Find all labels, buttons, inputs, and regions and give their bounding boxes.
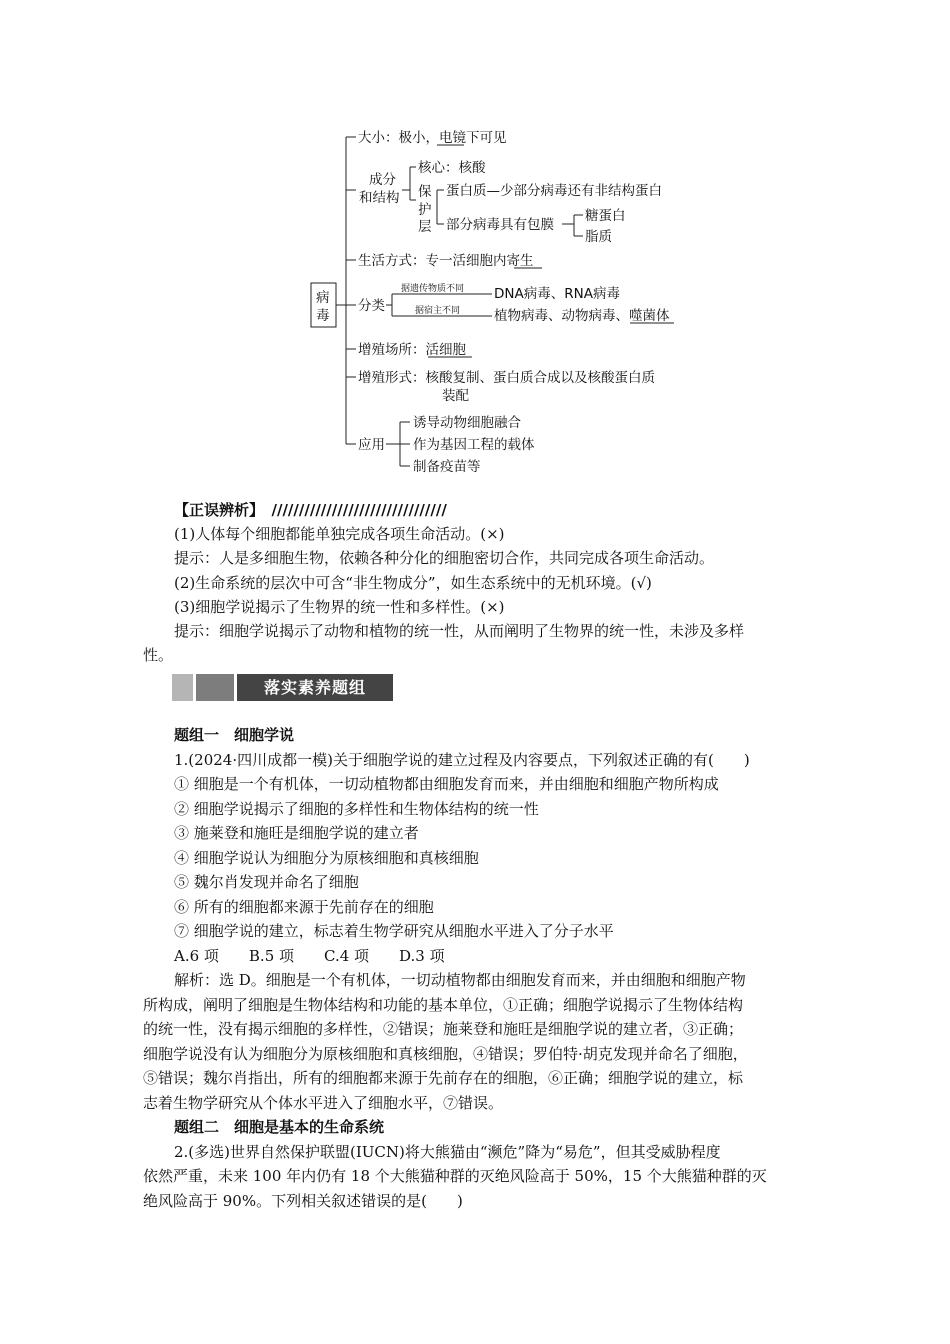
core-text: 核心：核酸 [418, 160, 486, 176]
composition-label: 成分 [369, 172, 396, 188]
lipid-text: 脂质 [585, 229, 612, 245]
sec1-line: 【正误辨析】 //////////////////////////////// [174, 501, 447, 519]
sec2-line: A.6 项 B.5 项 C.4 项 D.3 项 [174, 946, 445, 965]
classify-label: 分类 [358, 298, 385, 314]
sec2-line: ② 细胞学说揭示了细胞的多样性和生物体结构的统一性 [174, 799, 539, 818]
banner-block-light [172, 674, 193, 701]
sec2-line: 题组二 细胞是基本的生命系统 [174, 1118, 385, 1136]
sec2-line: 绝风险高于 90%。下列相关叙述错误的是( ) [143, 1191, 463, 1210]
sec2-line: 细胞学说没有认为细胞分为原核细胞和真核细胞，④错误；罗伯特·胡克发现并命名了细胞， [143, 1044, 748, 1063]
sec1-line: (2)生命系统的层次中可含“非生物成分”，如生态系统中的无机环境。(√) [174, 573, 652, 592]
sec1-line: 提示：细胞学说揭示了动物和植物的统一性，从而阐明了生物界的统一性，未涉及多样 [174, 622, 745, 640]
apply-item-3: 制备疫苗等 [413, 459, 481, 475]
by-host-label: 据宿主不同 [415, 306, 461, 316]
sec2-line: ③ 施莱登和施旺是细胞学说的建立者 [174, 824, 419, 842]
protein-coat-text: 蛋白质—少部分病毒还有非结构蛋白 [446, 183, 662, 199]
sec1-line: 提示：人是多细胞生物，依赖各种分化的细胞密切合作，共同完成各项生命活动。 [174, 549, 715, 568]
sec2-line: 解析：选 D。细胞是一个有机体，一切动植物都由细胞发育而来，并由细胞和细胞产物 [174, 971, 746, 989]
sec2-line: 题组一 细胞学说 [174, 726, 295, 744]
root-label-2: 毒 [316, 308, 330, 324]
size-text: 大小：极小，电镜下可见 [358, 130, 507, 146]
glycoprotein-text: 糖蛋白 [585, 208, 626, 224]
protect-char-1: 保 [418, 184, 432, 200]
composition-label-2: 和结构 [359, 190, 400, 206]
sec2-line: 志着生物学研究从个体水平进入了细胞水平，⑦错误。 [143, 1093, 504, 1112]
banner-block-mid [196, 674, 234, 701]
sec2-line: 的统一性，没有揭示细胞的多样性，②错误；施莱登和施旺是细胞学说的建立者，③正确； [143, 1020, 744, 1038]
sec2-line: ⑤ 魏尔肖发现并命名了细胞 [174, 873, 359, 891]
sec2-line: 所构成，阐明了细胞是生物体结构和功能的基本单位，①正确；细胞学说揭示了生物体结构 [143, 995, 744, 1014]
apply-item-1: 诱导动物细胞融合 [413, 415, 521, 431]
sec2-line: 依然严重，未来 100 年内仍有 18 个大熊猫种群的灭绝风险高于 50%，15 个大熊猫种群的灭 [143, 1167, 767, 1185]
apply-item-2: 作为基因工程的载体 [413, 437, 535, 453]
protect-char-3: 层 [418, 219, 432, 235]
by-host-result: 植物病毒、动物病毒、噬菌体 [494, 308, 670, 324]
virus-mindmap [0, 0, 950, 490]
mode-text-2: 装配 [442, 388, 469, 404]
sec1-line: (3)细胞学说揭示了生物界的统一性和多样性。(×) [174, 597, 505, 616]
protect-char-2: 护 [418, 202, 432, 218]
site-text: 增殖场所：活细胞 [358, 342, 466, 358]
sec2-line: ⑤错误；魏尔肖指出，所有的细胞都来源于先前存在的细胞，⑥正确；细胞学说的建立，标 [143, 1069, 744, 1087]
apply-label: 应用 [358, 437, 385, 453]
sec1-line: (1)人体每个细胞都能单独完成各项生命活动。(×) [174, 525, 505, 544]
sec2-line: 2.(多选)世界自然保护联盟(IUCN)将大熊猫由“濒危”降为“易危”，但其受威胁程度 [174, 1142, 721, 1161]
sec2-line: 1.(2024·四川成都一模)关于细胞学说的建立过程及内容要点，下列叙述正确的有( ) [174, 750, 750, 769]
by-genetic-result: DNA病毒、RNA病毒 [494, 286, 620, 302]
sec2-line: ④ 细胞学说认为细胞分为原核细胞和真核细胞 [174, 848, 479, 867]
by-genetic-label: 据遗传物质不同 [401, 284, 465, 294]
mode-text: 增殖形式：核酸复制、蛋白质合成以及核酸蛋白质 [358, 370, 655, 386]
banner-title: 落实素养题组 [237, 674, 393, 701]
sec2-line: ⑦ 细胞学说的建立，标志着生物学研究从细胞水平进入了分子水平 [174, 922, 614, 940]
sec2-line: ⑥ 所有的细胞都来源于先前存在的细胞 [174, 897, 434, 916]
root-label-1: 病 [316, 290, 330, 306]
sec1-line: 性。 [143, 646, 174, 665]
envelope-text: 部分病毒具有包膜 [446, 217, 554, 233]
sec2-line: ① 细胞是一个有机体，一切动植物都由细胞发育而来，并由细胞和细胞产物所构成 [174, 775, 719, 793]
lifestyle-text: 生活方式：专一活细胞内寄生 [358, 253, 534, 269]
